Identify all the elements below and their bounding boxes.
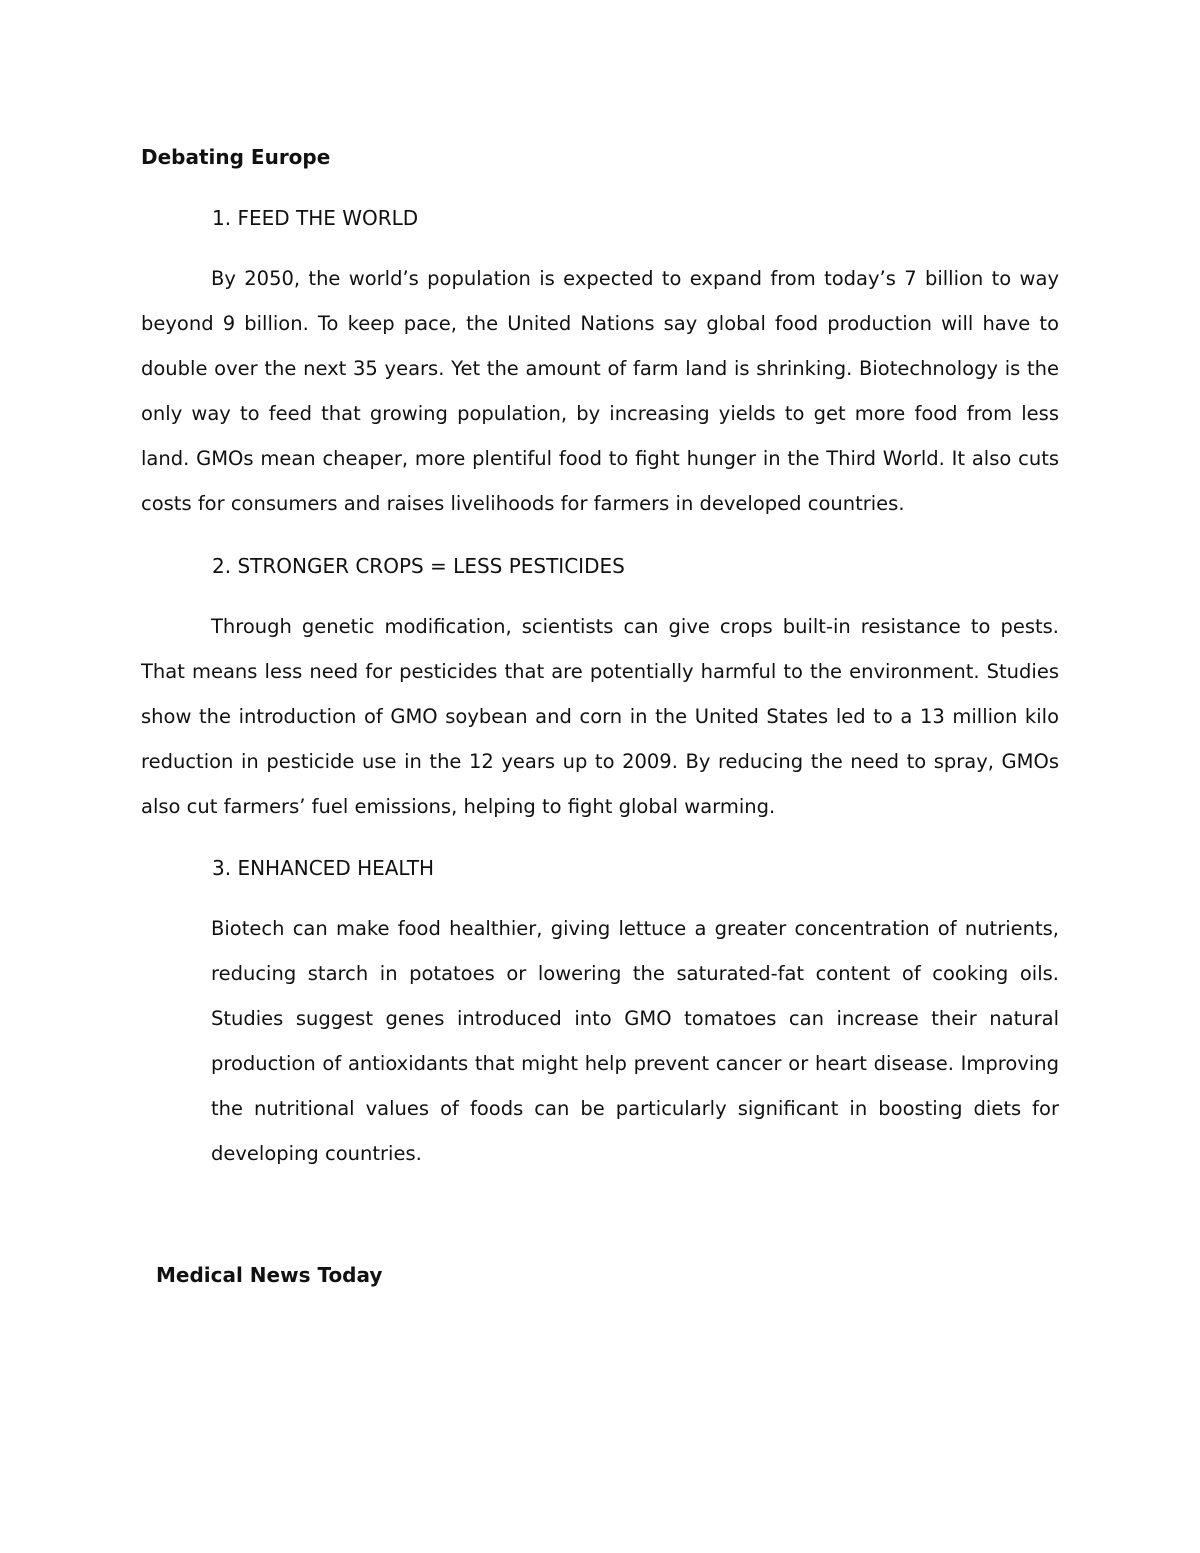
section-title-stronger-crops: 2. STRONGER CROPS = LESS PESTICIDES — [212, 554, 625, 578]
section-title-feed-the-world: 1. FEED THE WORLD — [212, 206, 419, 230]
section-paragraph-enhanced-health: Biotech can make food healthier, giving lettuce a greater concentration of nutrients, reducing starch in potatoes or lowering the saturated-fat content of cooking oils. Studies suggest genes introduced into GMO tomatoes can increase their natural production of antioxidants that might help prevent cancer or heart disease. Improving the nutritional values of foods can be particularly significant in boosting diets for developing countries. — [211, 917, 1059, 1165]
source-heading-medical-news-today: Medical News Today — [156, 1263, 383, 1287]
section-title-enhanced-health: 3. ENHANCED HEALTH — [212, 856, 435, 880]
section-paragraph-feed-the-world: By 2050, the world’s population is expected to expand from today’s 7 billion to way beyond 9 billion. To keep pace, the United Nations say global food production will have to double over the next 35 years. Yet the amount of farm land is shrinking. Biotechnology is the only way to feed that growing population, by increasing yields to get more food from less land. GMOs mean cheaper, more plentiful food to fight hunger in the Third World. It also cuts costs for consumers and raises livelihoods for farmers in developed countries. — [141, 267, 1059, 515]
section-paragraph-stronger-crops: Through genetic modification, scientists can give crops built-in resistance to pests. That means less need for pesticides that are potentially harmful to the environment. Studies show the introduction of GMO soybean and corn in the United States led to a 13 million kilo reduction in pesticide use in the 12 years up to 2009. By reducing the need to spray, GMOs also cut farmers’ fuel emissions, helping to fight global warming. — [141, 615, 1059, 818]
source-heading-debating-europe: Debating Europe — [141, 145, 331, 169]
